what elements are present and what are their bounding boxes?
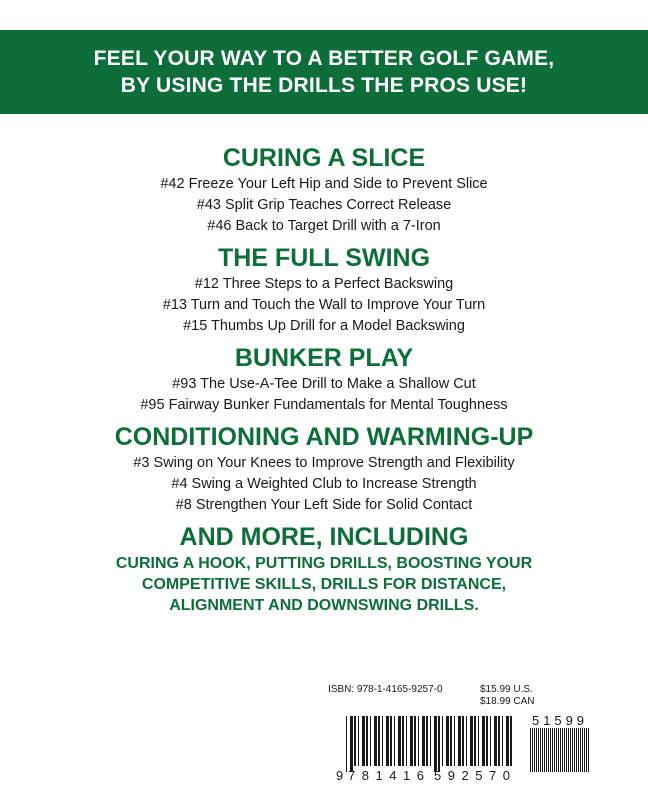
barcode-bar <box>574 728 575 772</box>
barcode-bar <box>578 728 579 772</box>
barcode-bar <box>506 716 509 766</box>
barcode-bar <box>576 728 577 772</box>
drill-item: #15 Thumbs Up Drill for a Model Backswing <box>183 318 465 334</box>
barcode-bar <box>474 716 476 766</box>
drill-item: #13 Turn and Touch the Wall to Improve Your Turn <box>162 297 486 313</box>
barcode-bar <box>532 728 533 772</box>
section-conditioning <box>0 421 648 516</box>
barcode-bar <box>466 716 467 766</box>
isbn-label: ISBN: 978-1-4165-9257-0 <box>328 684 443 695</box>
barcode-left-digits: 781416 <box>348 768 424 782</box>
barcode-bar <box>478 716 479 766</box>
barcode-bar <box>570 728 571 772</box>
headline-banner <box>0 30 648 114</box>
barcode-bar <box>556 728 557 772</box>
drill-item: #3 Swing on Your Knees to Improve Strength and Flexibility <box>133 455 515 471</box>
section-heading: BUNKER PLAY <box>234 344 414 372</box>
barcode-bar <box>498 716 500 766</box>
barcode-bar <box>346 716 347 772</box>
barcode-bar <box>542 728 543 772</box>
section-heading: CURING A SLICE <box>222 144 426 172</box>
barcode-bar <box>580 728 581 772</box>
section-curing-a-slice <box>0 142 648 237</box>
barcode-bar <box>540 728 541 772</box>
barcode-bar <box>354 716 356 766</box>
barcode-bar <box>414 716 416 766</box>
barcode-bar <box>536 728 537 772</box>
barcode-bar <box>370 716 371 766</box>
drill-item: #46 Back to Target Drill with a 7-Iron <box>207 218 441 234</box>
barcode-bar <box>402 716 404 766</box>
barcode-bar <box>586 728 587 772</box>
barcode-bar <box>554 728 555 772</box>
barcode-bar <box>486 716 488 766</box>
barcode-bar <box>462 716 464 766</box>
drill-item: #43 Split Grip Teaches Correct Release <box>196 197 452 213</box>
barcode-graphic <box>334 714 620 782</box>
main-barcode-bars <box>346 716 512 772</box>
barcode-bar <box>418 716 419 766</box>
drill-item: #8 Strengthen Your Left Side for Solid Contact <box>175 497 473 513</box>
barcode-bar <box>548 728 549 772</box>
barcode-bar <box>572 728 573 772</box>
barcode-bar <box>434 716 437 772</box>
barcode-bar <box>350 716 353 772</box>
drill-item: #93 The Use-A-Tee Drill to Make a Shallow Cut <box>172 376 476 392</box>
barcode-bar <box>386 716 389 766</box>
barcode-bar <box>406 716 407 766</box>
barcode-bar <box>366 716 368 766</box>
barcode-bar <box>530 728 531 772</box>
barcode-bar <box>558 728 559 772</box>
section-the-full-swing <box>0 242 648 337</box>
price-can: $18.99 CAN <box>480 696 535 707</box>
barcode-bar <box>398 716 401 766</box>
barcode-bar <box>382 716 383 766</box>
barcode-bar <box>394 716 395 766</box>
barcode-bar <box>374 716 377 766</box>
more-heading: AND MORE, INCLUDING <box>179 523 469 551</box>
more-line: ALIGNMENT AND DOWNSWING DRILLS. <box>169 597 479 614</box>
banner-line-2: BY USING THE DRILLS THE PROS USE! <box>120 74 528 97</box>
barcode-bar <box>426 716 428 766</box>
barcode-bar <box>390 716 392 766</box>
drill-item: #12 Three Steps to a Perfect Backswing <box>194 276 454 292</box>
drill-item: #95 Fairway Bunker Fundamentals for Mental Toughness <box>140 397 508 413</box>
more-line: COMPETITIVE SKILLS, DRILLS FOR DISTANCE, <box>141 576 507 593</box>
barcode-bar <box>588 728 589 772</box>
barcode-bar <box>490 716 491 766</box>
barcode-bar <box>422 716 425 766</box>
barcode-bar <box>358 716 359 766</box>
barcode-bar <box>534 728 535 772</box>
barcode-bar <box>562 728 563 772</box>
barcode-addon-digits: 51599 <box>532 714 584 728</box>
barcode-bar <box>564 728 565 772</box>
drill-item: #4 Swing a Weighted Club to Increase Strength <box>171 476 477 492</box>
barcode-bar <box>546 728 547 772</box>
barcode-bar <box>378 716 380 766</box>
barcode-lead-digit: 9 <box>336 768 344 782</box>
section-heading: THE FULL SWING <box>217 244 431 272</box>
barcode-bar <box>362 716 365 766</box>
barcode-bar <box>510 716 512 766</box>
barcode-bar <box>458 716 461 766</box>
section-bunker-play <box>0 342 648 416</box>
barcode-bar <box>410 716 413 766</box>
price-us: $15.99 U.S. <box>480 684 533 695</box>
section-heading: CONDITIONING AND WARMING-UP <box>114 423 534 451</box>
barcode-bar <box>502 716 503 766</box>
barcode-bar <box>566 728 567 772</box>
barcode-bar <box>438 716 440 772</box>
barcode-bar <box>550 728 551 772</box>
barcode-right-digits: 592570 <box>434 768 510 782</box>
barcode-bar <box>482 716 485 766</box>
banner-line-1: FEEL YOUR WAY TO A BETTER GOLF GAME, <box>93 47 555 70</box>
barcode-bar <box>544 728 545 772</box>
more-line: CURING A HOOK, PUTTING DRILLS, BOOSTING YOUR <box>115 555 533 572</box>
section-and-more <box>0 521 648 616</box>
barcode-bar <box>494 716 497 766</box>
barcode-bar <box>454 716 455 766</box>
barcode-bar <box>470 716 473 766</box>
barcode-bar <box>442 716 443 766</box>
barcode-bar <box>552 728 553 772</box>
barcode-bar <box>560 728 561 772</box>
barcode-bar <box>446 716 449 766</box>
drill-list <box>0 142 648 621</box>
barcode-bar <box>582 728 583 772</box>
addon-barcode-bars <box>530 728 589 772</box>
barcode-bar <box>568 728 569 772</box>
barcode-bar <box>450 716 452 766</box>
barcode-bar <box>430 716 431 766</box>
drill-item: #42 Freeze Your Left Hip and Side to Prevent Slice <box>160 176 488 192</box>
barcode-bar <box>538 728 539 772</box>
barcode-bar <box>584 728 585 772</box>
isbn-barcode-block <box>328 684 628 784</box>
